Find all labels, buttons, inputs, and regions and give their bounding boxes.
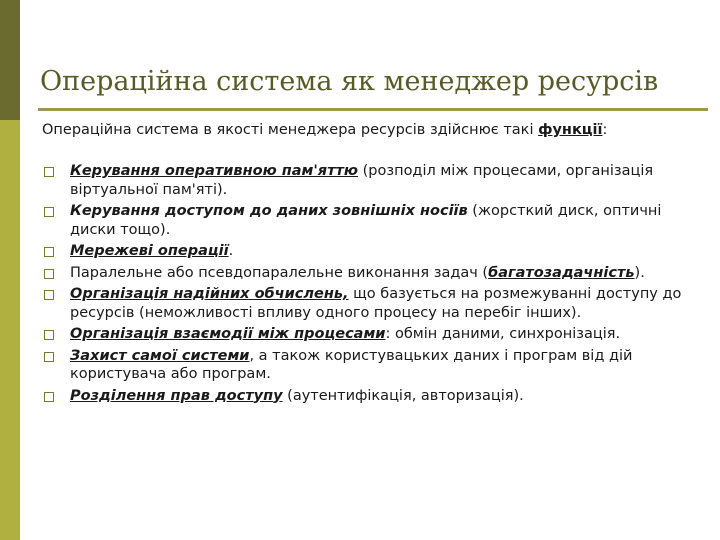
item-description: : обмін даними, синхронізація.	[385, 326, 621, 342]
item-term: Керування доступом до даних зовнішніх носіїв	[70, 203, 468, 219]
left-decorative-band	[0, 0, 20, 540]
list-item	[44, 264, 694, 283]
list-item	[44, 325, 694, 344]
item-description: (аутентифікація, авторизація).	[282, 387, 524, 404]
slide-title: Операційна система як менеджер ресурсів	[40, 66, 659, 97]
item-term: Організація надійних обчислень,	[70, 286, 349, 302]
square-bullet-icon	[44, 392, 54, 402]
square-bullet-icon	[44, 247, 54, 257]
list-item	[44, 202, 694, 239]
square-bullet-icon	[44, 269, 54, 279]
square-bullet-icon	[44, 330, 54, 340]
item-description: (жорсткий диск, оптичні диски тощо).	[70, 203, 662, 238]
square-bullet-icon	[44, 167, 54, 177]
item-description: , а також користувацьких даних і програм від дій користувача або програм.	[70, 347, 633, 382]
list-item	[44, 347, 694, 384]
intro-suffix: :	[602, 122, 608, 138]
functions-list	[44, 162, 694, 408]
list-item	[44, 162, 694, 199]
item-prefix: Паралельне або псевдопаралельне виконання задач (	[70, 264, 489, 281]
intro-functions-word: функції	[538, 122, 603, 138]
square-bullet-icon	[44, 352, 54, 362]
item-term: Мережеві операції	[70, 243, 229, 259]
item-term: Розділення прав доступу	[70, 387, 283, 404]
list-item	[44, 387, 694, 406]
item-term: Захист самої системи	[70, 347, 250, 364]
item-description: .	[228, 243, 234, 259]
intro-text: Операційна система в якості менеджера ресурсів здійснює такі	[42, 122, 539, 138]
item-description: що базується на розмежуванні доступу до ресурсів (неможливості впливу одного процесу на перебіг інших).	[70, 286, 682, 321]
item-term: Організація взаємодії між процесами	[70, 326, 386, 342]
list-item	[44, 242, 694, 261]
intro-sentence	[42, 122, 607, 138]
title-underline-rule	[38, 108, 708, 111]
item-description: (розподіл між процесами, організація віртуальної пам'яті).	[70, 163, 654, 198]
square-bullet-icon	[44, 290, 54, 300]
left-band-dark-segment	[0, 0, 20, 120]
left-band-olive-segment	[0, 120, 20, 540]
item-term: багатозадачність	[488, 264, 635, 281]
item-description: ).	[634, 264, 645, 281]
list-item	[44, 285, 694, 322]
item-term: Керування оперативною пам'яттю	[70, 163, 359, 179]
square-bullet-icon	[44, 207, 54, 217]
